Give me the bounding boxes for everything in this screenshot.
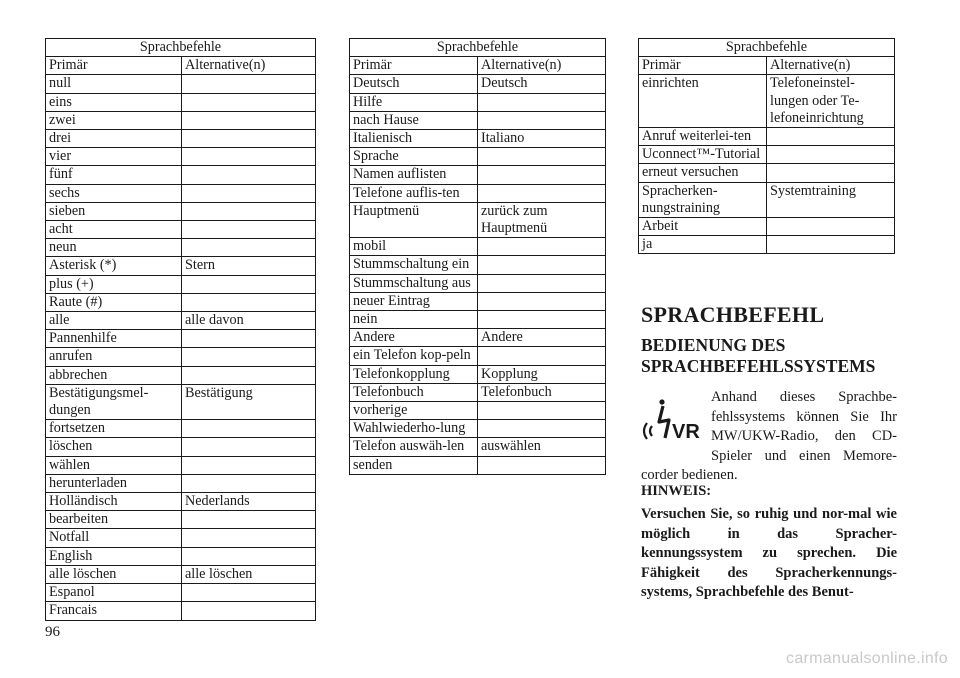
column-header-primary: Primär (46, 57, 182, 75)
table-row (639, 128, 895, 146)
table-row (350, 274, 606, 292)
primary-command: alle löschen (46, 565, 182, 583)
table-row (350, 438, 606, 456)
primary-command: Telefon auswäh-len (350, 438, 478, 456)
table-row (46, 529, 316, 547)
table-row (46, 456, 316, 474)
command-table-3-container (638, 38, 895, 254)
alternative-command (182, 330, 316, 348)
table-title: Sprachbefehle (46, 39, 316, 57)
alternative-command (478, 148, 606, 166)
primary-command: ja (639, 236, 767, 254)
primary-command: mobil (350, 238, 478, 256)
table-row (639, 164, 895, 182)
primary-command: erneut versuchen (639, 164, 767, 182)
table-row (639, 146, 895, 164)
alternative-command (478, 166, 606, 184)
table-row (46, 166, 316, 184)
primary-command: English (46, 547, 182, 565)
table-row (350, 292, 606, 310)
alternative-command (182, 602, 316, 620)
table-row (350, 383, 606, 401)
alternative-command (767, 218, 895, 236)
primary-command: fünf (46, 166, 182, 184)
table-row (46, 348, 316, 366)
alternative-command (478, 456, 606, 474)
table-row (350, 130, 606, 148)
note-label: HINWEIS: (641, 483, 712, 499)
alternative-command (182, 456, 316, 474)
table-row (46, 565, 316, 583)
table-row (46, 275, 316, 293)
alternative-command (478, 111, 606, 129)
column-header-alternative: Alternative(n) (182, 57, 316, 75)
primary-command: Uconnect™-Tutorial (639, 146, 767, 164)
table-row (46, 93, 316, 111)
primary-command: sechs (46, 184, 182, 202)
alternative-command (182, 293, 316, 311)
table-row (350, 75, 606, 93)
alternative-command (767, 236, 895, 254)
table-row (46, 293, 316, 311)
primary-command: bearbeiten (46, 511, 182, 529)
primary-command: nach Hause (350, 111, 478, 129)
primary-command: wählen (46, 456, 182, 474)
intro-text: Anhand dieses Sprachbe-fehlssystems können Sie Ihr MW/UKW-Radio, den CD-Spieler und einen Memore-corder bedienen. (641, 389, 897, 483)
primary-command: Notfall (46, 529, 182, 547)
primary-command: abbrechen (46, 366, 182, 384)
primary-command: alle (46, 312, 182, 330)
primary-command: Italienisch (350, 130, 478, 148)
alternative-command (182, 93, 316, 111)
alternative-command (767, 164, 895, 182)
primary-command: löschen (46, 438, 182, 456)
primary-command: Deutsch (350, 75, 478, 93)
primary-command: Holländisch (46, 493, 182, 511)
alternative-command (182, 474, 316, 492)
table-row (46, 438, 316, 456)
alternative-command (182, 130, 316, 148)
table-row (46, 75, 316, 93)
alternative-command (478, 420, 606, 438)
alternative-command (182, 221, 316, 239)
table-row (350, 166, 606, 184)
watermark: carmanualsonline.info (786, 650, 948, 667)
alternative-command (182, 111, 316, 129)
table-row (350, 93, 606, 111)
alternative-command: Bestätigung (182, 384, 316, 419)
table-title: Sprachbefehle (350, 39, 606, 57)
table-row (46, 602, 316, 620)
primary-command: Stummschaltung ein (350, 256, 478, 274)
alternative-command (767, 128, 895, 146)
alternative-command (478, 311, 606, 329)
alternative-command (182, 584, 316, 602)
command-table-1 (45, 38, 316, 621)
primary-command: neuer Eintrag (350, 292, 478, 310)
alternative-command (478, 274, 606, 292)
table-row (350, 329, 606, 347)
voice-recognition-icon (641, 396, 705, 450)
table-title: Sprachbefehle (639, 39, 895, 57)
alternative-command (478, 256, 606, 274)
primary-command: einrichten (639, 75, 767, 128)
primary-command: Wahlwiederho-lung (350, 420, 478, 438)
alternative-command (478, 93, 606, 111)
primary-command: Arbeit (639, 218, 767, 236)
primary-command: acht (46, 221, 182, 239)
section-heading: SPRACHBEFEHL (641, 302, 825, 327)
table-row (350, 402, 606, 420)
page-number: 96 (45, 624, 60, 640)
table-row (46, 584, 316, 602)
note-text: Versuchen Sie, so ruhig und nor-mal wie möglich in das Spracher-kennungssystem zu sprechen. Die Fähigkeit des Spracherkennungs-systems, Sprachbefehle des Benut- (641, 506, 897, 600)
alternative-command (478, 347, 606, 365)
column-header-primary: Primär (639, 57, 767, 75)
primary-command: Hauptmenü (350, 202, 478, 237)
table-row (350, 111, 606, 129)
table-row (350, 311, 606, 329)
table-row (46, 184, 316, 202)
alternative-command (182, 148, 316, 166)
table-row (46, 511, 316, 529)
primary-command: plus (+) (46, 275, 182, 293)
alternative-command: Nederlands (182, 493, 316, 511)
table-row (46, 221, 316, 239)
primary-command: senden (350, 456, 478, 474)
alternative-command: Telefonbuch (478, 383, 606, 401)
table-row (46, 474, 316, 492)
command-table-2-container (349, 38, 606, 475)
column-header-primary: Primär (350, 57, 478, 75)
command-table-1-container (45, 38, 316, 621)
table-row (639, 182, 895, 217)
alternative-command (767, 146, 895, 164)
table-row (639, 236, 895, 254)
alternative-command: Stern (182, 257, 316, 275)
table-row (639, 75, 895, 128)
primary-command: herunterladen (46, 474, 182, 492)
alternative-command (182, 366, 316, 384)
column-header-alternative: Alternative(n) (767, 57, 895, 75)
primary-command: Bestätigungsmel-dungen (46, 384, 182, 419)
primary-command: Namen auflisten (350, 166, 478, 184)
alternative-command (182, 438, 316, 456)
primary-command: anrufen (46, 348, 182, 366)
primary-command: vorherige (350, 402, 478, 420)
alternative-command (182, 511, 316, 529)
primary-command: vier (46, 148, 182, 166)
alternative-command (182, 348, 316, 366)
alternative-command (182, 275, 316, 293)
vr-icon-label: VR (672, 421, 700, 443)
subsection-heading: BEDIENUNG DES SPRACHBEFEHLSSYSTEMS (641, 335, 876, 376)
alternative-command: zurück zum Hauptmenü (478, 202, 606, 237)
command-table-3 (638, 38, 895, 254)
alternative-command (478, 238, 606, 256)
alternative-command (478, 184, 606, 202)
table-row (350, 184, 606, 202)
table-row (46, 420, 316, 438)
alternative-command (478, 402, 606, 420)
table-row (350, 347, 606, 365)
primary-command: Hilfe (350, 93, 478, 111)
primary-command: Telefone auflis-ten (350, 184, 478, 202)
primary-command: Asterisk (*) (46, 257, 182, 275)
primary-command: Sprache (350, 148, 478, 166)
table-row (350, 202, 606, 237)
primary-command: Espanol (46, 584, 182, 602)
primary-command: Francais (46, 602, 182, 620)
table-row (46, 202, 316, 220)
primary-command: Pannenhilfe (46, 330, 182, 348)
table-row (350, 238, 606, 256)
alternative-command: Deutsch (478, 75, 606, 93)
table-row (46, 312, 316, 330)
table-row (639, 218, 895, 236)
primary-command: null (46, 75, 182, 93)
table-row (46, 257, 316, 275)
alternative-command: alle löschen (182, 565, 316, 583)
table-row (350, 256, 606, 274)
command-table-2 (349, 38, 606, 475)
intro-paragraph (641, 388, 897, 486)
primary-command: drei (46, 130, 182, 148)
table-row (46, 366, 316, 384)
alternative-command: alle davon (182, 312, 316, 330)
alternative-command (182, 166, 316, 184)
table-row (46, 148, 316, 166)
table-row (46, 111, 316, 129)
table-row (46, 493, 316, 511)
primary-command: Andere (350, 329, 478, 347)
alternative-command (182, 202, 316, 220)
primary-command: eins (46, 93, 182, 111)
table-row (46, 130, 316, 148)
column-header-alternative: Alternative(n) (478, 57, 606, 75)
primary-command: Telefonbuch (350, 383, 478, 401)
alternative-command (182, 420, 316, 438)
alternative-command: Kopplung (478, 365, 606, 383)
table-row (350, 420, 606, 438)
table-row (46, 239, 316, 257)
primary-command: neun (46, 239, 182, 257)
alternative-command: Andere (478, 329, 606, 347)
primary-command: nein (350, 311, 478, 329)
primary-command: Spracherken-nungstraining (639, 182, 767, 217)
table-row (350, 365, 606, 383)
primary-command: Telefonkopplung (350, 365, 478, 383)
alternative-command (182, 529, 316, 547)
primary-command: zwei (46, 111, 182, 129)
table-row (46, 547, 316, 565)
table-row (350, 456, 606, 474)
primary-command: fortsetzen (46, 420, 182, 438)
table-row (350, 148, 606, 166)
primary-command: ein Telefon kop-peln (350, 347, 478, 365)
alternative-command (182, 184, 316, 202)
alternative-command: auswählen (478, 438, 606, 456)
primary-command: Anruf weiterlei-ten (639, 128, 767, 146)
alternative-command: Italiano (478, 130, 606, 148)
alternative-command: Telefoneinstel-lungen oder Te-lefoneinrichtung (767, 75, 895, 128)
primary-command: Raute (#) (46, 293, 182, 311)
alternative-command (182, 547, 316, 565)
primary-command: sieben (46, 202, 182, 220)
alternative-command: Systemtraining (767, 182, 895, 217)
table-row (46, 330, 316, 348)
alternative-command (478, 292, 606, 310)
alternative-command (182, 75, 316, 93)
primary-command: Stummschaltung aus (350, 274, 478, 292)
table-row (46, 384, 316, 419)
alternative-command (182, 239, 316, 257)
